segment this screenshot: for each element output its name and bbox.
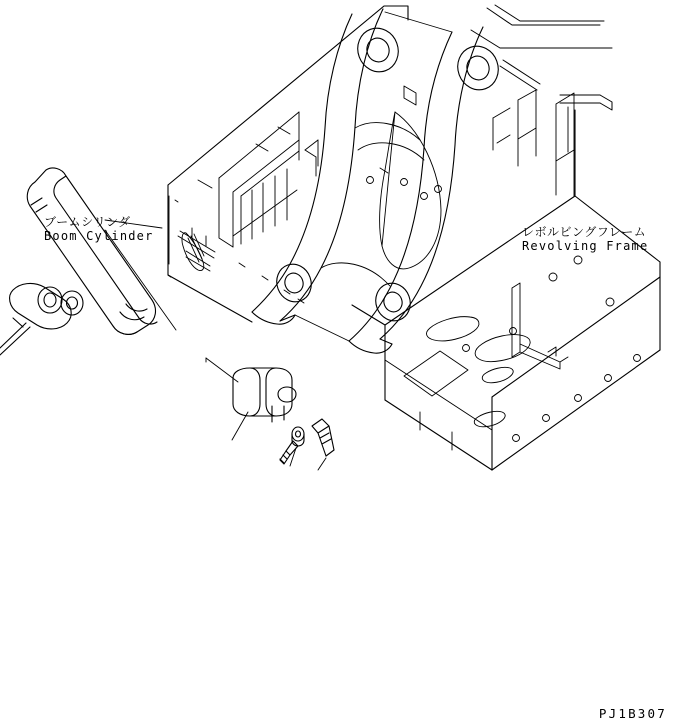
bolt-2: [312, 419, 334, 456]
cylinder-mount-pin: [233, 368, 296, 422]
bolt-1: [280, 441, 298, 464]
label-boom-cylinder: [44, 216, 154, 244]
frame-front-edge: [385, 360, 492, 450]
boom-foot-left-plate: [252, 9, 404, 324]
label-revolving-frame-en: Revolving Frame: [522, 238, 649, 253]
label-boom-cylinder-en: Boom Cylinder: [44, 228, 154, 243]
deck-cutouts: [404, 256, 641, 442]
deck-surface-detail: [169, 112, 318, 303]
right-bracket-plate: [493, 90, 574, 196]
boom-cylinder: [27, 168, 157, 334]
label-revolving-frame: [522, 226, 648, 254]
hydraulic-lines: [471, 5, 612, 110]
fastener-leader-lines: [290, 448, 326, 470]
drawing-number: PJ1B307: [598, 706, 667, 721]
washer: [292, 427, 304, 446]
label-revolving-frame-jp: レボルビングフレーム: [522, 225, 647, 239]
boom-foot-right-plate: [349, 27, 504, 353]
boom-cylinder-rod-end: [0, 283, 83, 355]
label-boom-cylinder-jp: ブームシリンダ: [44, 215, 131, 229]
pin-leader-line: [206, 358, 248, 440]
deck-vertical-bracket: [512, 283, 568, 369]
boom-web-panel: [295, 12, 452, 341]
boom-inner-shading: [380, 112, 441, 269]
